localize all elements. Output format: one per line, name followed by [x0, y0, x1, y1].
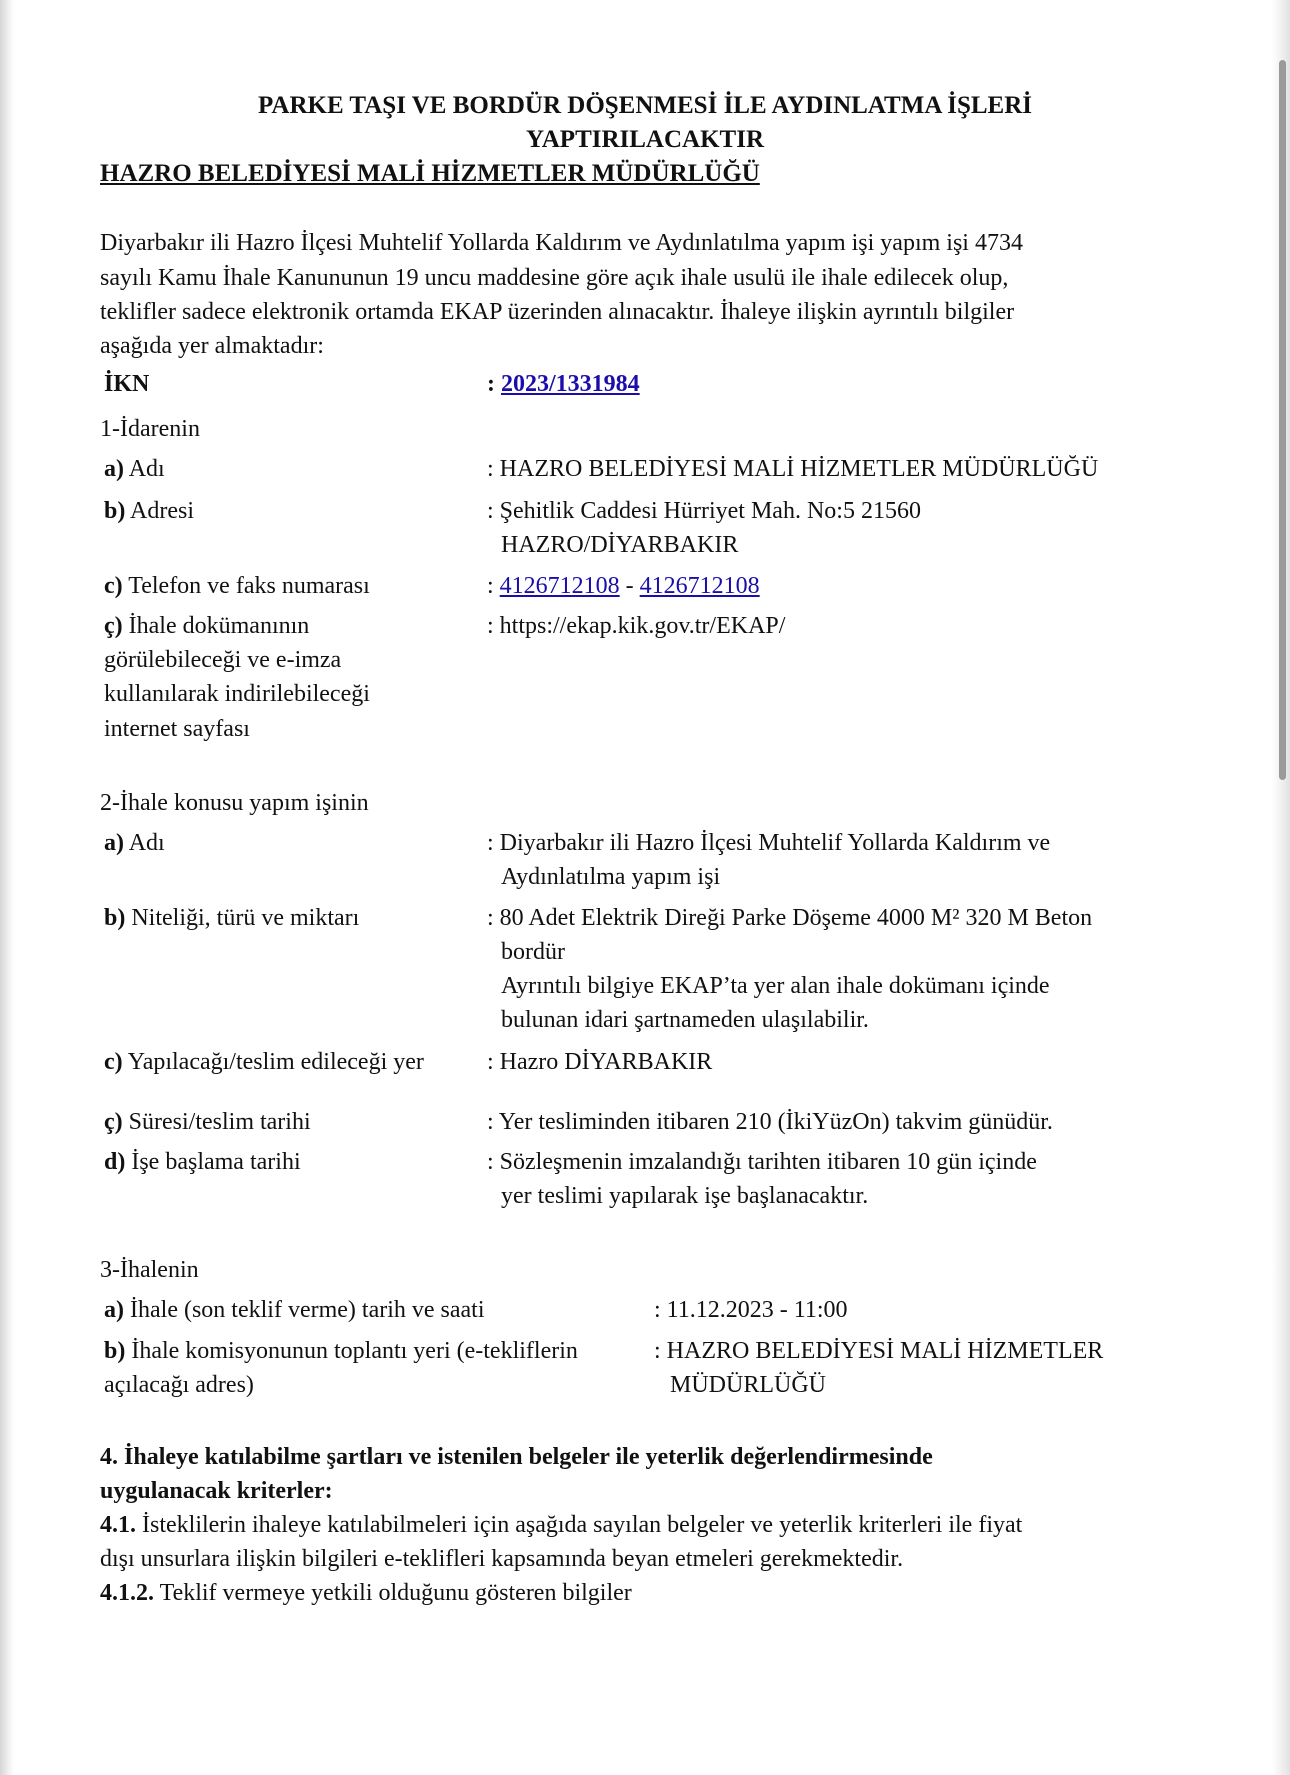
s1-c-letter: c): [104, 573, 123, 599]
s2-d-letter: d): [104, 1149, 126, 1175]
ikn-value-row: [487, 367, 640, 401]
s2-c-value: : Hazro DİYARBAKIR: [487, 1049, 713, 1075]
intro-line-1: Diyarbakır ili Hazro İlçesi Muhtelif Yollarda Kaldırım ve Aydınlatılma yapım işi yapım işi 4734: [100, 230, 1023, 256]
s3-b-label-line2: açılacağı adres): [104, 1372, 254, 1398]
s1-c-label-text: Telefon ve faks numarası: [128, 573, 370, 599]
s1-c-colon: :: [487, 573, 494, 599]
s2-c-label-text: Yapılacağı/teslim edileceği yer: [127, 1049, 424, 1075]
s1-cc-letter: ç): [104, 613, 123, 639]
section4-heading-line1: 4. İhaleye katılabilme şartları ve istenilen belgeler ile yeterlik değerlendirmesinde: [100, 1444, 933, 1470]
document-title-line1: PARKE TAŞI VE BORDÜR DÖŞENMESİ İLE AYDINLATMA İŞLERİ: [257, 92, 1033, 119]
s2-cc-value: : Yer tesliminden itibaren 210 (İkiYüzOn) takvim günüdür.: [487, 1109, 1053, 1135]
s1-a-value: : HAZRO BELEDİYESİ MALİ HİZMETLER MÜDÜRLÜĞÜ: [487, 456, 1099, 482]
s1-c-value: [487, 569, 760, 603]
s2-b-label: [104, 901, 359, 935]
section2-heading: 2-İhale konusu yapım işinin: [100, 790, 369, 816]
s2-a-value-line1: : Diyarbakır ili Hazro İlçesi Muhtelif Yollarda Kaldırım ve: [487, 830, 1051, 856]
s2-d-value-line2: yer teslimi yapılarak işe başlanacaktır.: [501, 1183, 869, 1209]
s2-b-value-line2: bordür: [501, 939, 565, 965]
s3-a-label: [104, 1293, 485, 1327]
s3-b-value-line2: MÜDÜRLÜĞÜ: [670, 1372, 826, 1398]
s3-a-letter: a): [104, 1297, 124, 1323]
s1-cc-value: : https://ekap.kik.gov.tr/EKAP/: [487, 613, 786, 639]
s3-b-value-line1: : HAZRO BELEDİYESİ MALİ HİZMETLER: [654, 1338, 1104, 1364]
p41-line2: dışı unsurlara ilişkin bilgileri e-teklifleri kapsamında beyan etmeleri gerekmektedir.: [100, 1546, 904, 1572]
p41-number: 4.1.: [100, 1512, 136, 1538]
intro-line-4: aşağıda yer almaktadır:: [100, 333, 324, 359]
section1-heading: 1-İdarenin: [100, 416, 200, 442]
intro-line-2: sayılı Kamu İhale Kanununun 19 uncu maddesine göre açık ihale usulü ile ihale edilecek olup,: [100, 265, 1009, 291]
s3-b-letter: b): [104, 1338, 126, 1364]
s2-cc-label-text: Süresi/teslim tarihi: [128, 1109, 311, 1135]
s2-cc-letter: ç): [104, 1109, 123, 1135]
s1-c-label: [104, 569, 370, 603]
s3-b-label-line1: [104, 1334, 578, 1368]
s3-a-value: : 11.12.2023 - 11:00: [654, 1297, 848, 1323]
section4-heading-line2: uygulanacak kriterler:: [100, 1478, 333, 1504]
s1-cc-label-text: İhale dokümanının: [128, 613, 310, 639]
s2-a-letter: a): [104, 830, 124, 856]
s1-b-label-text: Adresi: [130, 498, 195, 524]
s2-b-value-line4: bulunan idari şartnameden ulaşılabilir.: [501, 1007, 869, 1033]
intro-line-3: teklifler sadece elektronik ortamda EKAP üzerinden alınacaktır. İhaleye ilişkin ayrıntılı bilgiler: [100, 299, 1015, 325]
p412-text: Teklif vermeye yetkili olduğunu gösteren bilgiler: [159, 1580, 632, 1606]
s2-d-label-text: İşe başlama tarihi: [131, 1149, 301, 1175]
s2-a-label-text: Adı: [128, 830, 165, 856]
s1-a-letter: a): [104, 456, 124, 482]
s2-b-letter: b): [104, 905, 126, 931]
s2-b-value-line3: Ayrıntılı bilgiye EKAP’ta yer alan ihale dokümanı içinde: [501, 973, 1050, 999]
ikn-link[interactable]: 2023/1331984: [501, 371, 640, 397]
s1-cc-label-line2: görülebileceği ve e-imza: [104, 647, 342, 673]
s1-b-label: [104, 494, 194, 528]
s2-b-value-line1: : 80 Adet Elektrik Direği Parke Döşeme 4000 M² 320 M Beton: [487, 905, 1093, 931]
phone-fax-separator: -: [625, 573, 634, 599]
s1-cc-label-line1: [104, 609, 309, 643]
ikn-label: İKN: [104, 371, 150, 397]
scrollbar-thumb[interactable]: [1279, 60, 1286, 780]
authority-heading: HAZRO BELEDİYESİ MALİ HİZMETLER MÜDÜRLÜĞÜ: [100, 160, 760, 187]
phone-link[interactable]: 4126712108: [499, 573, 620, 599]
s1-cc-label-line3: kullanılarak indirilebileceği: [104, 681, 370, 707]
s2-d-value-line1: : Sözleşmenin imzalandığı tarihten itibaren 10 gün içinde: [487, 1149, 1037, 1175]
s2-a-value-line2: Aydınlatılma yapım işi: [501, 864, 721, 890]
s1-b-value-line2: HAZRO/DİYARBAKIR: [501, 532, 739, 558]
ikn-colon: :: [487, 371, 495, 397]
page-edge-left: [0, 0, 14, 1775]
document-title-line2: YAPTIRILACAKTIR: [525, 126, 764, 153]
s2-c-label: [104, 1045, 424, 1079]
s1-a-label-text: Adı: [128, 456, 165, 482]
section3-heading: 3-İhalenin: [100, 1257, 199, 1283]
p41-line1: [100, 1508, 1022, 1542]
p412-line: [100, 1576, 632, 1610]
s3-b-label-text: İhale komisyonunun toplantı yeri (e-tekliflerin: [131, 1338, 578, 1364]
s2-a-label: [104, 826, 165, 860]
s2-cc-label: [104, 1105, 311, 1139]
s1-b-value-line1: : Şehitlik Caddesi Hürriyet Mah. No:5 21560: [487, 498, 921, 524]
s1-b-letter: b): [104, 498, 126, 524]
s1-a-label: [104, 452, 165, 486]
s2-b-label-text: Niteliği, türü ve miktarı: [131, 905, 360, 931]
s2-d-label: [104, 1145, 301, 1179]
p41-text: İsteklilerin ihaleye katılabilmeleri için aşağıda sayılan belgeler ve yeterlik kriterleri ile fiyat: [142, 1512, 1023, 1538]
s2-c-letter: c): [104, 1049, 123, 1075]
s3-a-label-text: İhale (son teklif verme) tarih ve saati: [130, 1297, 485, 1323]
s1-cc-label-line4: internet sayfası: [104, 716, 250, 742]
p412-number: 4.1.2.: [100, 1580, 154, 1606]
fax-link[interactable]: 4126712108: [639, 573, 760, 599]
